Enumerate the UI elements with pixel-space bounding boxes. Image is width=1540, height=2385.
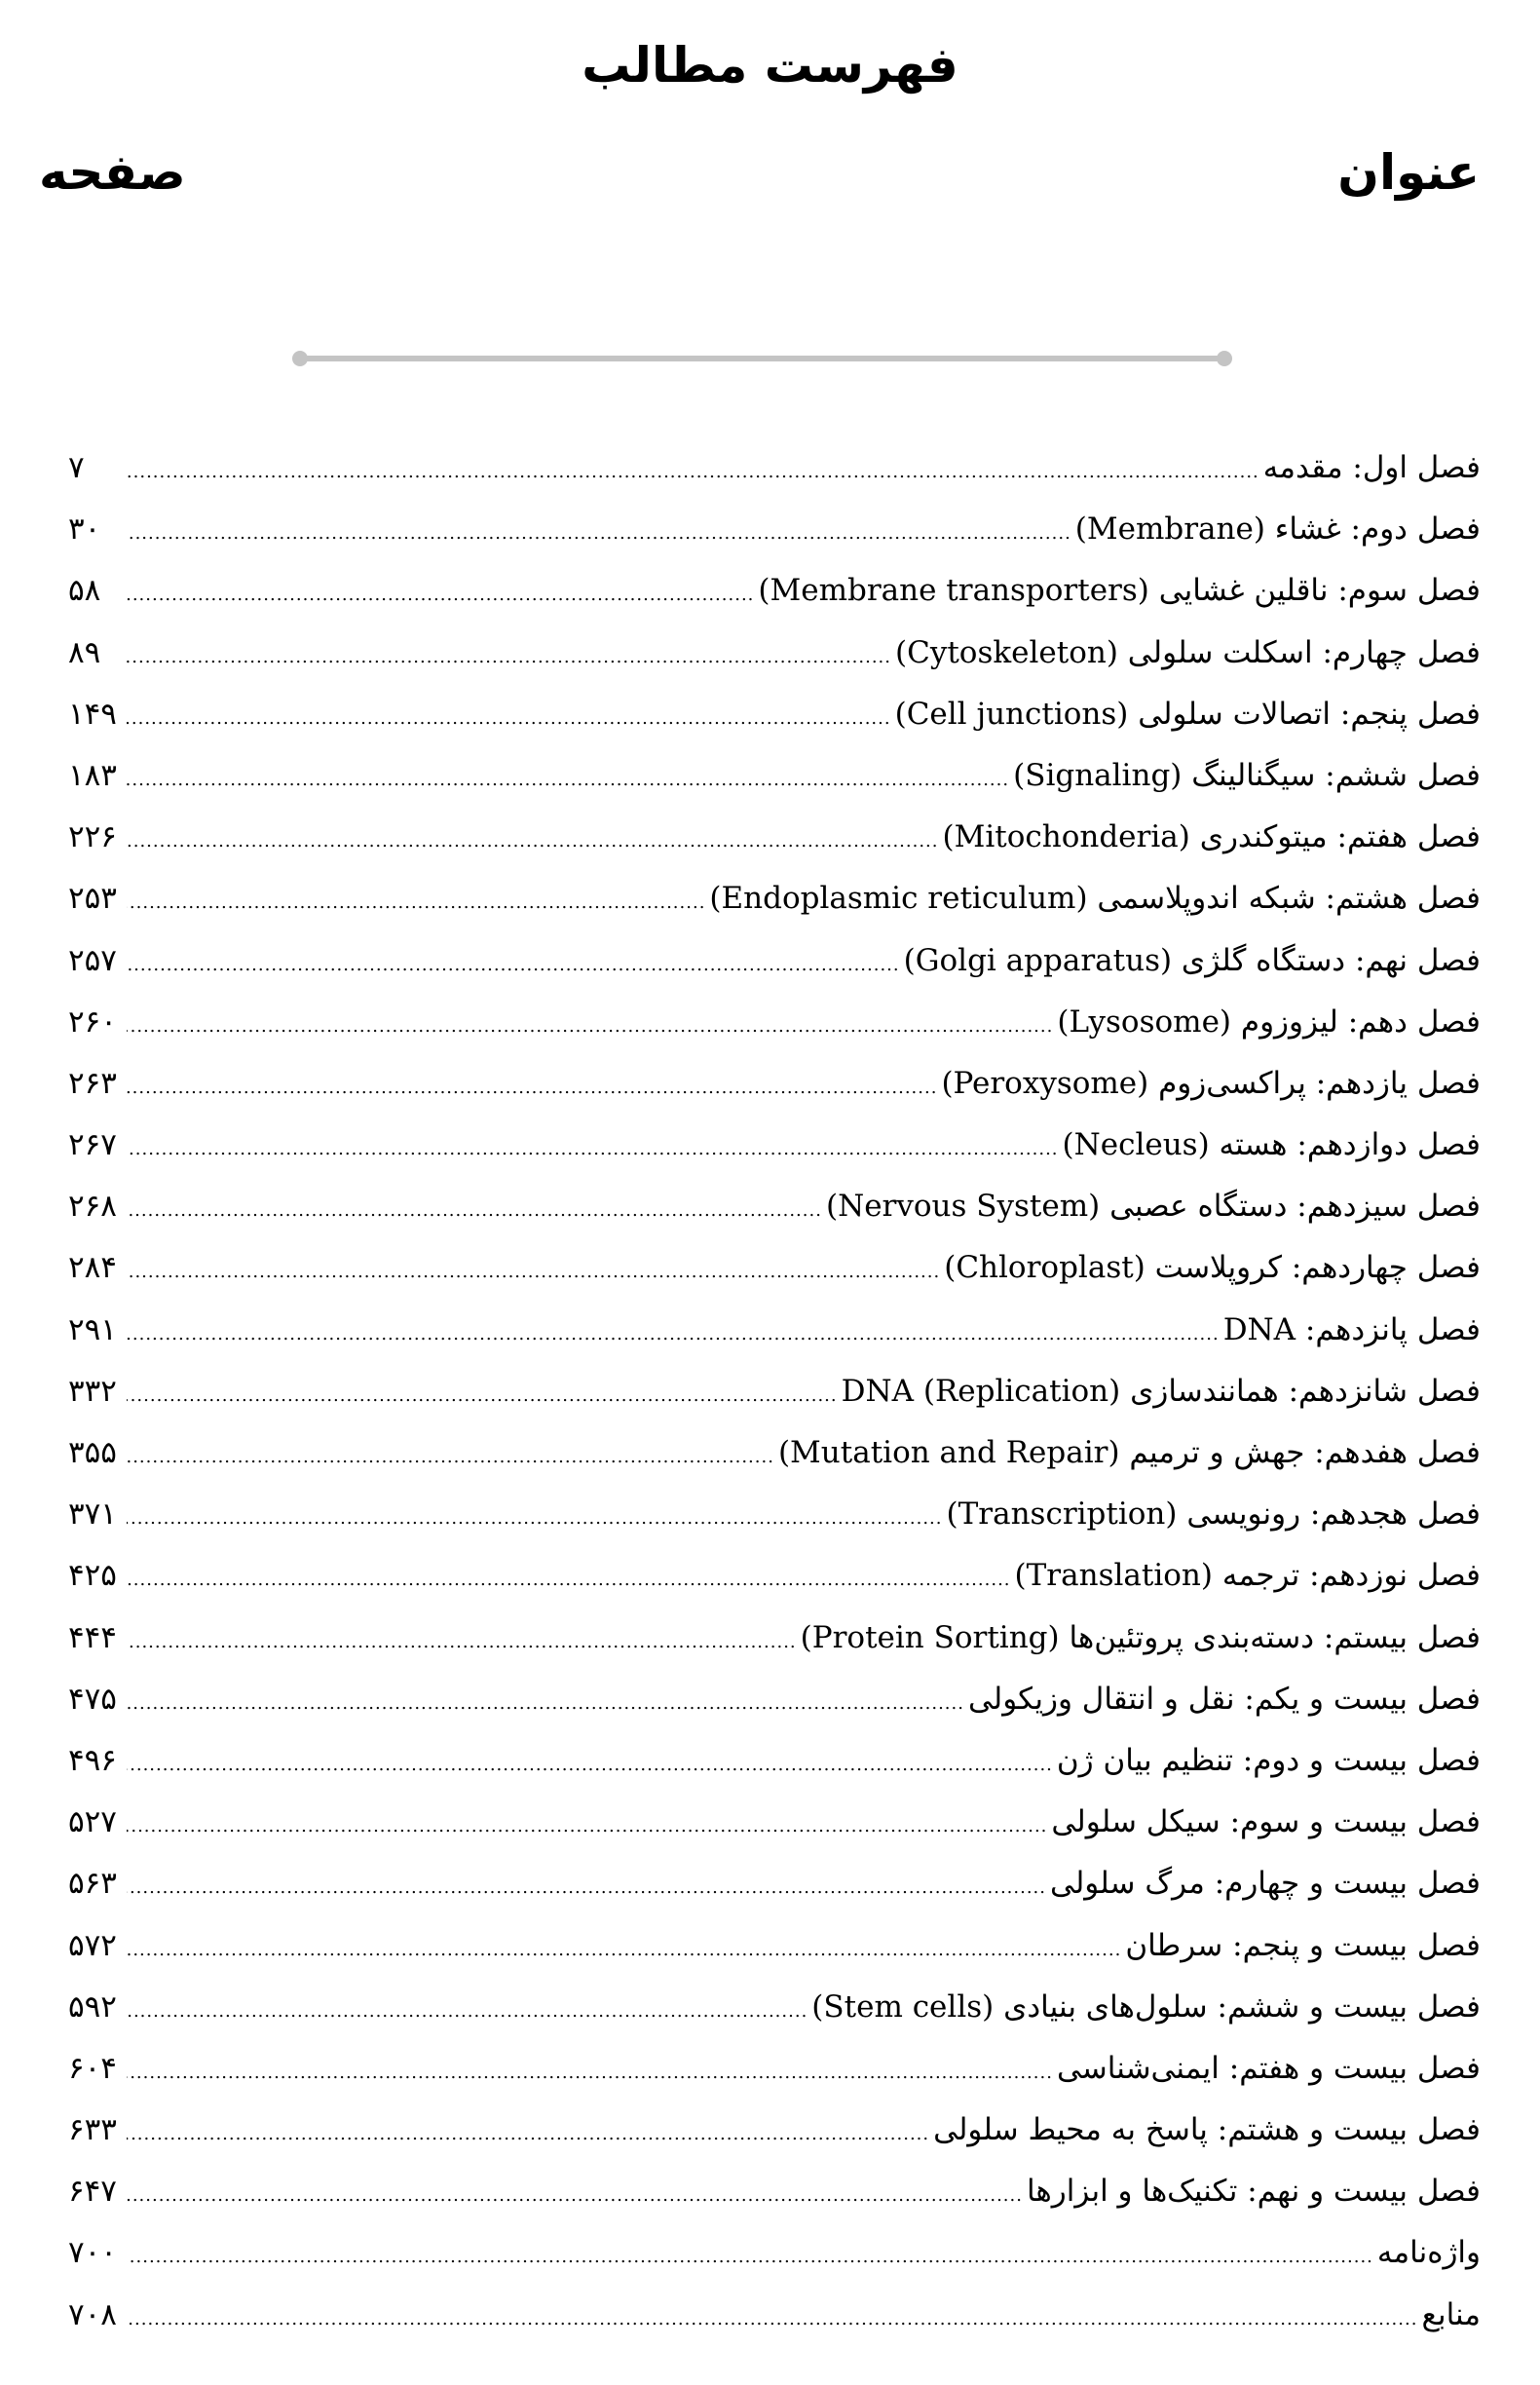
dot-leader xyxy=(127,831,939,852)
toc-entry[interactable] xyxy=(68,635,1481,697)
toc-entry[interactable] xyxy=(68,2112,1481,2174)
decorative-divider xyxy=(292,351,1232,366)
toc-entry-page: ۸۹ xyxy=(68,634,101,670)
toc-entry-page: ۵۲۷ xyxy=(68,1804,117,1840)
toc-entry-page: ۲۵۳ xyxy=(68,881,117,917)
dot-leader xyxy=(127,1262,940,1282)
divider-bar xyxy=(300,356,1224,361)
toc-entry[interactable] xyxy=(68,1620,1481,1682)
dot-leader xyxy=(127,1508,943,1529)
dot-leader xyxy=(127,462,1259,482)
toc-entry-page: ۳۷۱ xyxy=(68,1496,117,1533)
toc-entry-title: فصل بیست و سوم: سیکل سلولی xyxy=(1051,1804,1481,1840)
toc-entry-title: فصل هفتم: میتوکندری (Mitochonderia) xyxy=(942,819,1481,855)
toc-entry-title: فصل هشتم: شبکه اندوپلاسمی (Endoplasmic reticulum) xyxy=(709,881,1481,917)
toc-entry-title: فصل هجدهم: رونویسی (Transcription) xyxy=(946,1496,1481,1533)
toc-entry[interactable] xyxy=(68,1127,1481,1189)
toc-entry-title: فصل بیست و نهم: تکنیک‌ها و ابزارها xyxy=(1026,2174,1481,2210)
dot-leader xyxy=(127,955,900,975)
dot-leader xyxy=(127,708,891,729)
dot-leader xyxy=(127,892,705,913)
toc-entry-page: ۲۲۶ xyxy=(68,819,117,855)
toc-entry[interactable] xyxy=(68,697,1481,758)
toc-entry-page: ۴۲۵ xyxy=(68,1558,117,1594)
toc-entry-title: فصل دوم: غشاء (Membrane) xyxy=(1074,511,1481,548)
toc-entry-page: ۲۵۷ xyxy=(68,942,117,978)
toc-entry-page: ۶۴۷ xyxy=(68,2174,117,2210)
dot-leader xyxy=(127,1877,1046,1898)
toc-entry[interactable] xyxy=(68,1004,1481,1066)
toc-entry-title: فصل سیزدهم: دستگاه عصبی (Nervous System) xyxy=(825,1189,1481,1225)
toc-entry-title: فصل بیست و پنجم: سرطان xyxy=(1125,1927,1481,1963)
toc-entry-page: ۲۹۱ xyxy=(68,1311,117,1347)
dot-leader xyxy=(127,2185,1023,2206)
toc-entry[interactable] xyxy=(68,1558,1481,1619)
toc-entry-page: ۷ xyxy=(68,450,85,485)
toc-list xyxy=(68,450,1481,2359)
toc-entry-page: ۵۸ xyxy=(68,573,101,609)
column-header-title: عنوان xyxy=(1337,144,1480,201)
toc-entry-page: ۴۴۴ xyxy=(68,1619,117,1655)
toc-entry[interactable] xyxy=(68,1066,1481,1127)
dot-leader xyxy=(127,523,1071,544)
toc-entry[interactable] xyxy=(68,1743,1481,1804)
dot-leader xyxy=(127,770,1009,790)
toc-entry[interactable] xyxy=(68,2235,1481,2296)
toc-entry-title: فصل نوزدهم: ترجمه (Translation) xyxy=(1014,1558,1481,1594)
toc-entry-title: فصل ششم: سیگنالینگ (Signaling) xyxy=(1013,757,1481,793)
dot-leader xyxy=(127,1940,1121,1960)
dot-leader xyxy=(127,1139,1059,1159)
dot-leader xyxy=(127,1200,822,1221)
toc-entry-page: ۲۸۴ xyxy=(68,1250,117,1286)
toc-entry-page: ۲۶۰ xyxy=(68,1003,117,1040)
dot-leader xyxy=(127,1016,1053,1037)
toc-entry-title: فصل شانزدهم: همانندسازی DNA (Replication) xyxy=(841,1373,1481,1409)
toc-entry-title: فصل پانزدهم: DNA xyxy=(1222,1311,1481,1347)
dot-leader xyxy=(127,1447,774,1467)
toc-entry-title: فصل اول: مقدمه xyxy=(1262,450,1481,485)
dot-leader xyxy=(127,1755,1053,1775)
toc-entry-page: ۵۶۳ xyxy=(68,1866,117,1902)
toc-entry-title: فصل دهم: لیزوزوم (Lysosome) xyxy=(1057,1003,1481,1040)
toc-entry-title: فصل بیست و یکم: نقل و انتقال وزیکولی xyxy=(967,1681,1481,1717)
dot-leader xyxy=(127,1693,964,1714)
toc-entry-page: ۷۰۰ xyxy=(68,2235,117,2271)
toc-entry-page: ۳۵۵ xyxy=(68,1435,117,1470)
toc-entry-title: فصل بیست و هشتم: پاسخ به محیط سلولی xyxy=(933,2112,1481,2148)
toc-entry-page: ۴۹۶ xyxy=(68,1742,117,1778)
toc-entry-page: ۷۰۸ xyxy=(68,2296,117,2332)
dot-leader xyxy=(127,2063,1053,2083)
toc-entry-page: ۵۷۲ xyxy=(68,1927,117,1963)
toc-entry[interactable] xyxy=(68,511,1481,573)
toc-entry-page: ۳۰ xyxy=(68,511,101,548)
toc-entry-title: فصل یازدهم: پراکسی‌زوم (Peroxysome) xyxy=(941,1065,1481,1101)
toc-entry-title: فصل بیست و دوم: تنظیم بیان ژن xyxy=(1056,1742,1481,1778)
toc-entry[interactable] xyxy=(68,1496,1481,1558)
page-title: فهرست مطالب xyxy=(582,37,958,94)
toc-entry[interactable] xyxy=(68,1866,1481,1927)
toc-entry[interactable] xyxy=(68,1374,1481,1435)
toc-entry-page: ۲۶۷ xyxy=(68,1127,117,1163)
toc-entry-title: فصل نهم: دستگاه گلژی (Golgi apparatus) xyxy=(903,942,1481,978)
dot-leader xyxy=(127,2247,1373,2267)
toc-entry[interactable] xyxy=(68,943,1481,1004)
toc-entry[interactable] xyxy=(68,573,1481,634)
dot-leader xyxy=(127,585,754,605)
toc-entry-page: ۱۴۹ xyxy=(68,696,117,732)
toc-entry-title: منابع xyxy=(1421,2296,1481,2332)
toc-entry-title: واژه‌نامه xyxy=(1376,2235,1481,2271)
toc-entry-title: فصل بیست و ششم: سلول‌های بنیادی (Stem cells) xyxy=(811,1988,1481,2025)
dot-leader xyxy=(127,1570,1011,1590)
toc-entry-title: فصل چهارم: اسکلت سلولی (Cytoskeleton) xyxy=(895,634,1481,670)
toc-entry-page: ۲۶۸ xyxy=(68,1189,117,1225)
dot-leader xyxy=(127,1078,937,1098)
dot-leader xyxy=(127,2001,808,2022)
toc-entry[interactable] xyxy=(68,758,1481,819)
toc-entry[interactable] xyxy=(68,1928,1481,1989)
toc-entry[interactable] xyxy=(68,1189,1481,1250)
toc-entry-page: ۵۹۲ xyxy=(68,1988,117,2025)
dot-leader xyxy=(127,2309,1417,2329)
toc-entry[interactable] xyxy=(68,1989,1481,2051)
toc-entry-page: ۶۳۳ xyxy=(68,2112,117,2148)
toc-entry[interactable] xyxy=(68,1312,1481,1374)
toc-entry[interactable] xyxy=(68,819,1481,881)
dot-leader xyxy=(127,1632,797,1652)
toc-entry[interactable] xyxy=(68,450,1481,511)
toc-entry-title: فصل بیست و هفتم: ایمنی‌شناسی xyxy=(1056,2050,1481,2086)
dot-leader xyxy=(127,647,891,667)
toc-entry-title: فصل چهاردهم: کروپلاست (Chloroplast) xyxy=(944,1250,1481,1286)
divider-dot-right xyxy=(1217,351,1232,366)
toc-entry[interactable] xyxy=(68,1250,1481,1311)
dot-leader xyxy=(127,1324,1220,1344)
toc-entry-page: ۲۶۳ xyxy=(68,1065,117,1101)
dot-leader xyxy=(127,2124,929,2144)
toc-entry-page: ۴۷۵ xyxy=(68,1681,117,1717)
toc-entry-title: فصل پنجم: اتصالات سلولی (Cell junctions) xyxy=(894,696,1481,732)
toc-entry-page: ۶۰۴ xyxy=(68,2050,117,2086)
toc-entry[interactable] xyxy=(68,2297,1481,2359)
toc-entry[interactable] xyxy=(68,1682,1481,1743)
toc-entry-title: فصل دوازدهم: هسته (Necleus) xyxy=(1062,1127,1481,1163)
toc-entry[interactable] xyxy=(68,2051,1481,2112)
toc-entry[interactable] xyxy=(68,881,1481,942)
toc-entry[interactable] xyxy=(68,2174,1481,2235)
dot-leader xyxy=(127,1385,838,1406)
toc-entry-title: فصل سوم: ناقلین غشایی (Membrane transporters) xyxy=(758,573,1481,609)
toc-entry-title: فصل بیست و چهارم: مرگ سلولی xyxy=(1050,1866,1481,1902)
toc-entry-page: ۳۳۲ xyxy=(68,1373,117,1409)
toc-entry[interactable] xyxy=(68,1435,1481,1496)
toc-entry[interactable] xyxy=(68,1804,1481,1866)
toc-entry-title: فصل هفدهم: جهش و ترمیم (Mutation and Repair) xyxy=(777,1435,1481,1470)
toc-entry-page: ۱۸۳ xyxy=(68,757,117,793)
dot-leader xyxy=(127,1816,1047,1836)
toc-entry-title: فصل بیستم: دسته‌بندی پروتئین‌ها (Protein Sorting) xyxy=(800,1619,1481,1655)
divider-dot-left xyxy=(292,351,308,366)
column-header-page: صفحه xyxy=(39,144,186,201)
